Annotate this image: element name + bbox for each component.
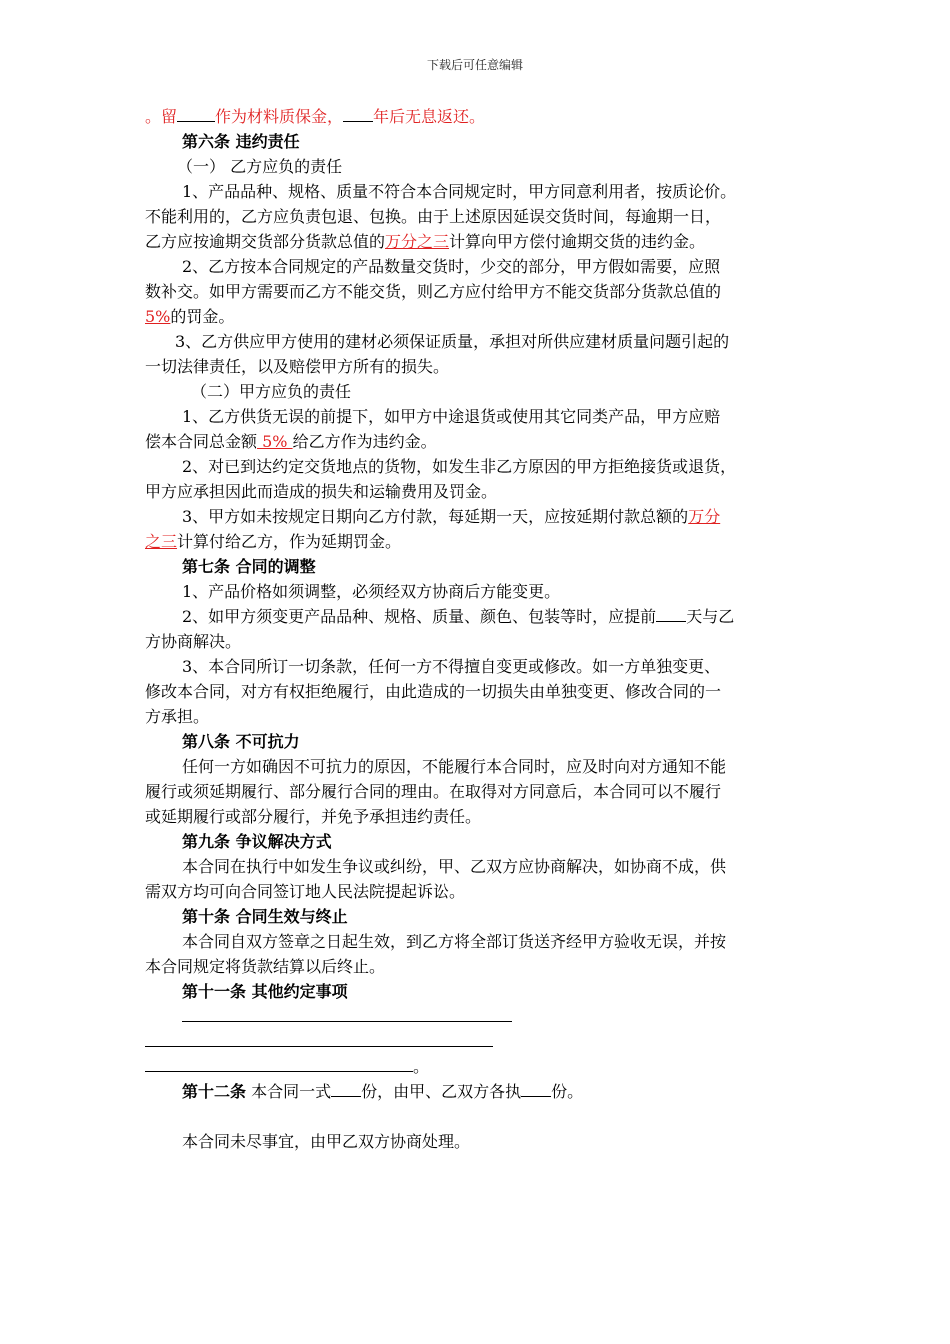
intro-text-c: 年后无息返还。: [373, 107, 486, 126]
article-11-title: 第十一条 其他约定事项: [182, 982, 348, 1001]
article-6-title: 第六条 违约责任: [182, 132, 300, 151]
article-9-line2: 需双方均可向合同签订地人民法院提起诉讼。: [145, 882, 466, 901]
contract-body: [145, 104, 845, 1154]
article-6-sub1: （一） 乙方应负的责任: [177, 157, 343, 176]
article-10-line1: 本合同自双方签章之日起生效，到乙方将全部订货送齐经甲方验收无误，并按: [182, 932, 727, 951]
article-6-q1-line2: 偿本合同总金额 5% 给乙方作为违约金。: [145, 432, 437, 451]
other-terms-blank-2[interactable]: [145, 1032, 493, 1047]
copies-total-blank[interactable]: [331, 1079, 361, 1097]
other-terms-line2: [145, 1029, 845, 1054]
article-10-title: 第十条 合同生效与终止: [182, 907, 348, 926]
intro-text-a: 。留: [145, 107, 178, 126]
penalty-rate: 万分之三: [385, 232, 450, 251]
article-9-title: 第九条 争议解决方式: [182, 832, 332, 851]
breach-rate: 5%: [257, 432, 293, 451]
article-6-q2-line1: 2、对已到达约定交货地点的货物，如发生非乙方原因的甲方拒绝接货或退货，: [182, 457, 737, 476]
article-6-p2-line1: 2、乙方按本合同规定的产品数量交货时，少交的部分，甲方假如需要，应照: [182, 257, 721, 276]
notice-days-blank[interactable]: [656, 604, 686, 622]
article-6-p3-line2: 一切法律责任，以及赔偿甲方所有的损失。: [145, 357, 450, 376]
closing-clause: 本合同未尽事宜，由甲乙双方协商处理。: [182, 1132, 471, 1151]
article-7-p3-line3: 方承担。: [145, 707, 210, 726]
article-8-title: 第八条 不可抗力: [182, 732, 300, 751]
article-6-sub2: （二）甲方应负的责任: [191, 382, 352, 401]
article-6-p1-line2: 不能利用的，乙方应负责包退、包换。由于上述原因延误交货时间，每逾期一日，: [145, 207, 722, 226]
copies-each-blank[interactable]: [521, 1079, 551, 1097]
spacer: [145, 1104, 845, 1129]
article-7-p2-line2: 方协商解决。: [145, 632, 242, 651]
article-6-q3-line2: 之三计算付给乙方，作为延期罚金。: [145, 532, 402, 551]
article-6-p2-line3: 5%的罚金。: [145, 307, 235, 326]
other-terms-line1: [145, 1004, 845, 1029]
article-7-p2-line1: 2、如甲方须变更产品品种、规格、质量、颜色、包装等时，应提前 天与乙: [145, 604, 845, 629]
article-6-q3-line1: 3、甲方如未按规定日期向乙方付款，每延期一天，应按延期付款总额的万分: [182, 507, 721, 526]
article-6-p2-line2: 数补交。如甲方需要而乙方不能交货，则乙方应付给甲方不能交货部分货款总值的: [145, 282, 722, 301]
intro-text-b: 作为材料质保金，: [215, 107, 344, 126]
article-12-title: 第十二条: [182, 1082, 247, 1101]
article-7-p1: 1、产品价格如须调整，必须经双方协商后方能变更。: [182, 582, 561, 601]
article-8-line1: 任何一方如确因不可抗力的原因，不能履行本合同时，应及时向对方通知不能: [182, 757, 727, 776]
delay-rate-part2: 之三: [145, 532, 178, 551]
retention-blank[interactable]: [177, 104, 215, 122]
other-terms-line3: 。: [145, 1054, 845, 1079]
delay-rate-part1: 万分: [688, 507, 721, 526]
fine-rate: 5%: [145, 307, 171, 326]
article-9-line1: 本合同在执行中如发生争议或纠纷，甲、乙双方应协商解决，如协商不成，供: [182, 857, 727, 876]
other-terms-blank-1[interactable]: [182, 1007, 512, 1022]
article-10-line2: 本合同规定将货款结算以后终止。: [145, 957, 386, 976]
retention-clause: [145, 104, 845, 129]
article-7-p3-line2: 修改本合同，对方有权拒绝履行，由此造成的一切损失由单独变更、修改合同的一: [145, 682, 722, 701]
years-blank[interactable]: [343, 104, 373, 122]
article-6-q2-line2: 甲方应承担因此而造成的损失和运输费用及罚金。: [145, 482, 498, 501]
article-6-q1-line1: 1、乙方供货无误的前提下，如甲方中途退货或使用其它同类产品，甲方应赔: [182, 407, 721, 426]
page-header: 下载后可任意编辑: [426, 58, 523, 72]
article-6-p1-line1: 1、产品品种、规格、质量不符合本合同规定时，甲方同意利用者，按质论价。: [182, 182, 737, 201]
article-8-line3: 或延期履行或部分履行，并免予承担违约责任。: [145, 807, 482, 826]
article-6-p1-line3: 乙方应按逾期交货部分货款总值的万分之三计算向甲方偿付逾期交货的违约金。: [145, 232, 706, 251]
article-7-title: 第七条 合同的调整: [182, 557, 316, 576]
article-7-p3-line1: 3、本合同所订一切条款，任何一方不得擅自变更或修改。如一方单独变更、: [182, 657, 721, 676]
article-6-p3-line1: 3、乙方供应甲方使用的建材必须保证质量，承担对所供应建材质量问题引起的: [175, 332, 730, 351]
article-12: 第十二条 本合同一式 份，由甲、乙双方各执 份。: [145, 1079, 845, 1104]
article-8-line2: 履行或须延期履行、部分履行合同的理由。在取得对方同意后，本合同可以不履行: [145, 782, 722, 801]
other-terms-blank-3[interactable]: [145, 1057, 413, 1072]
